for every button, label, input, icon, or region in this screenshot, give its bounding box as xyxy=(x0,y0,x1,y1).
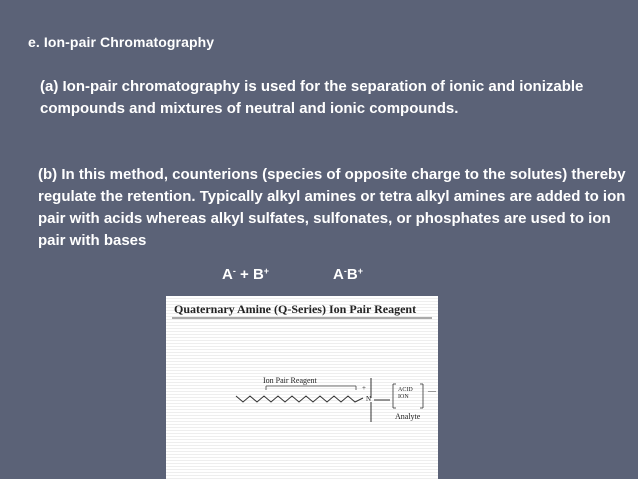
formula-reactants xyxy=(222,266,269,283)
ion-pair-anion-charge: - xyxy=(343,266,347,276)
ion-pair-reagent-figure xyxy=(166,296,438,479)
formula-plus-cation: + B xyxy=(235,266,264,283)
ion-label: ION xyxy=(398,394,409,400)
ion-pair-reagent-label: Ion Pair Reagent xyxy=(263,376,317,385)
formula-anion: A xyxy=(222,266,233,283)
ion-pair-cation-charge: + xyxy=(357,266,363,276)
acid-ion-label xyxy=(398,387,413,401)
slide-heading: e. Ion-pair Chromatography xyxy=(28,34,215,50)
paragraph-b: (b) In this method, counterions (species of opposite charge to the solutes) thereby regulate the retention. Typically alkyl amines or tetra alkyl amines are added to ion pair with acids whereas alkyl sulfates, sulfonates, or phosphates are used to ion pair with bases xyxy=(38,166,626,249)
ion-pair-anion: A xyxy=(333,266,344,283)
formula-anion-charge: - xyxy=(232,266,236,276)
ion-pair-cation: B xyxy=(346,266,358,283)
paragraph-a: (a) Ion-pair chromatography is used for the separation of ionic and ionizable compounds and mixtures of neutral and ionic compounds. xyxy=(40,78,584,117)
acid-label: ACID xyxy=(398,387,413,393)
negative-charge-label: — xyxy=(428,386,436,395)
nitrogen-label: N xyxy=(366,395,372,403)
positive-charge-label: + xyxy=(362,384,366,392)
analyte-label: Analyte xyxy=(395,412,421,421)
figure-title: Quaternary Amine (Q-Series) Ion Pair Reagent xyxy=(174,302,417,316)
formula-ion-pair xyxy=(333,266,363,283)
formula-cation-charge: + xyxy=(263,266,270,276)
